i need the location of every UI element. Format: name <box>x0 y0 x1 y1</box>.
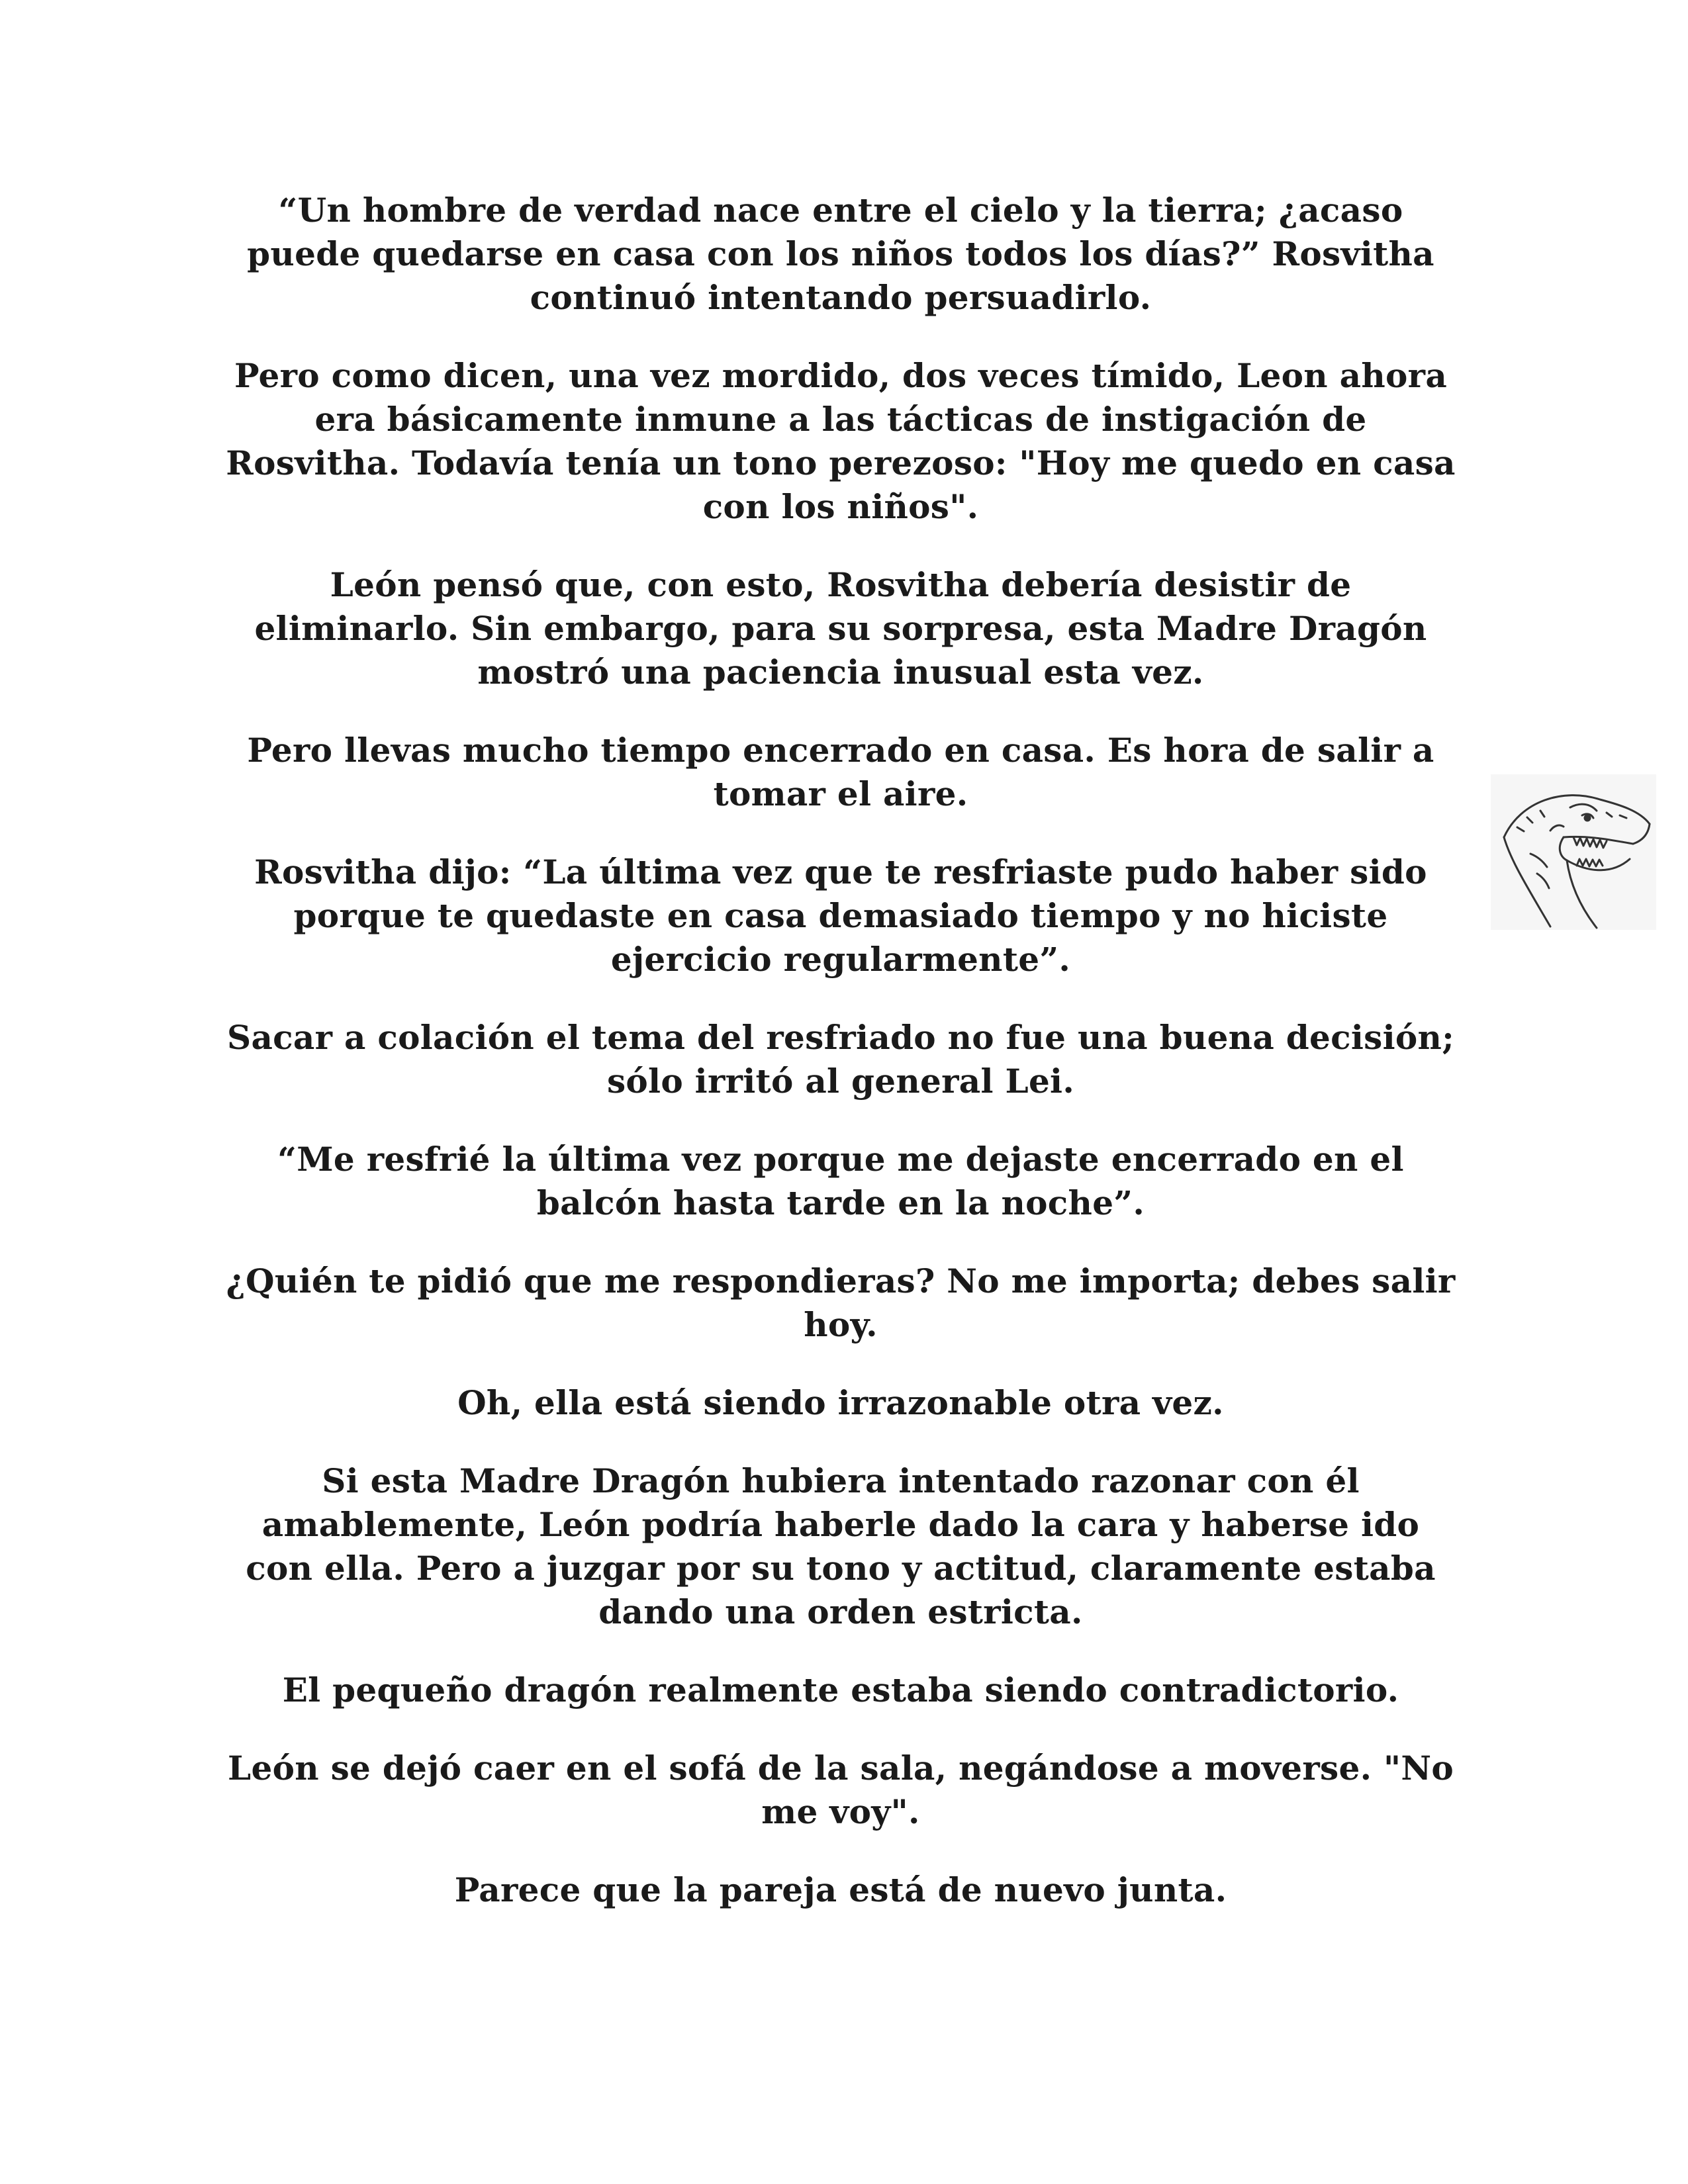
paragraph-10: Si esta Madre Dragón hubiera intentado razonar con él amablemente, León podría haberle dado la cara y haberse ido con ella. Pero a juzgar por su tono y actitud, claramente estaba dando una orden estricta. <box>246 1461 1436 1631</box>
document-body <box>225 189 1456 1946</box>
paragraph-2: Pero como dicen, una vez mordido, dos veces tímido, Leon ahora era básicamente inmune a las tácticas de instigación de Rosvitha. Todavía tenía un tono perezoso: "Hoy me quedo en casa con los niños". <box>226 356 1456 526</box>
paragraph-1: “Un hombre de verdad nace entre el cielo y la tierra; ¿acaso puede quedarse en casa con los niños todos los días?” Rosvitha continuó intentando persuadirlo. <box>247 191 1434 317</box>
paragraph-12: León se dejó caer en el sofá de la sala, negándose a moverse. "No me voy". <box>228 1749 1454 1831</box>
paragraph-8: ¿Quién te pidió que me respondieras? No me importa; debes salir hoy. <box>226 1261 1456 1344</box>
paragraph-5: Rosvitha dijo: “La última vez que te resfriaste pudo haber sido porque te quedaste en casa demasiado tiempo y no hiciste ejercicio regularmente”. <box>254 852 1427 979</box>
paragraph-3: León pensó que, con esto, Rosvitha debería desistir de eliminarlo. Sin embargo, para su sorpresa, esta Madre Dragón mostró una paciencia inusual esta vez. <box>254 565 1427 692</box>
paragraph-9: Oh, ella está siendo irrazonable otra vez. <box>457 1383 1224 1422</box>
paragraph-7: “Me resfrié la última vez porque me dejaste encerrado en el balcón hasta tarde en la noche”. <box>277 1140 1404 1222</box>
paragraph-4: Pero llevas mucho tiempo encerrado en casa. Es hora de salir a tomar el aire. <box>247 731 1434 813</box>
paragraph-6: Sacar a colación el tema del resfriado no fue una buena decisión; sólo irritó al general Lei. <box>227 1018 1454 1101</box>
paragraph-13: Parece que la pareja está de nuevo junta. <box>454 1870 1227 1909</box>
dinosaur-head-sketch-icon <box>1491 774 1656 930</box>
paragraph-11: El pequeño dragón realmente estaba siendo contradictorio. <box>282 1670 1399 1709</box>
